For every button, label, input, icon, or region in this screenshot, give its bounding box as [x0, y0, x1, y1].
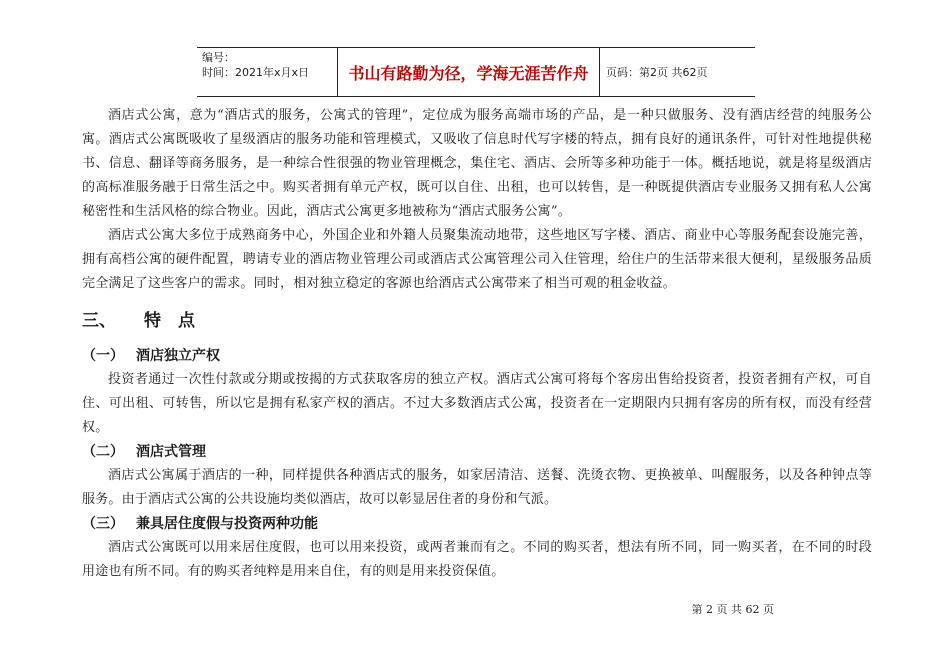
header-time-label: 时间：2021年x月x日 [202, 66, 310, 79]
subsection-paragraph-1: 投资者通过一次性付款或分期或按揭的方式获取客房的独立产权。酒店式公寓可将每个客房出售给投资者，投资者拥有产权，可自住、可出租、可转售，所以它是拥有私家产权的酒店。不过大多数酒店式公寓，投资者在一定期限内只拥有客房的所有权，而没有经营权。 [82, 372, 872, 435]
document-header [197, 47, 755, 97]
intro-paragraph-1: 酒店式公寓，意为“酒店式的服务，公寓式的管理”，定位成为服务高端市场的产品，是一种只做服务、没有酒店经营的纯服务公寓。酒店式公寓既吸收了星级酒店的服务功能和管理模式，又吸收了信息时代写字楼的特点，拥有良好的通讯条件，可针对性地提供秘书、信息、翻译等商务服务，是一种综合性很强的物业管理概念，集住宅、酒店、会所等多种功能于一体。概括地说，就是将星级酒店的高标准服务融于日常生活之中。购买者拥有单元产权，既可以自住、出租，也可以转售，是一种既提供酒店专业服务又拥有私人公寓秘密性和生活风格的综合物业。因此，酒店式公寓更多地被称为“酒店式服务公寓”。 [82, 108, 872, 219]
subsection-title: 兼具居住度假与投资两种功能 [136, 516, 318, 532]
subsection-title: 酒店独立产权 [136, 348, 220, 364]
subsection-number: （二） [82, 444, 124, 460]
intro-paragraph-2: 酒店式公寓大多位于成熟商务中心，外国企业和外籍人员聚集流动地带，这些地区写字楼、酒店、商业中心等服务配套设施完善，拥有高档公寓的硬件配置，聘请专业的酒店物业管理公司或酒店式公寓管理公司入住管理，给住户的生活带来很大便利，星级服务品质完全满足了这些客户的需求。同时，相对独立稳定的客源也给酒店式公寓带来了相当可观的租金收益。 [82, 228, 872, 291]
subsection-heading-1 [82, 344, 872, 368]
subsection-heading-2 [82, 440, 872, 464]
section-title: 特 点 [144, 311, 195, 331]
section-number: 三、 [82, 311, 116, 331]
subsection-number: （三） [82, 516, 124, 532]
header-number-label: 编号： [202, 51, 235, 64]
subsection-number: （一） [82, 348, 124, 364]
subsection-title: 酒店式管理 [136, 444, 206, 460]
document-body [82, 104, 872, 584]
subsection-heading-3 [82, 512, 872, 536]
header-page-code: 页码：第2页 共62页 [606, 66, 708, 79]
section-heading [82, 306, 872, 336]
page-footer: 第 2 页 共 62 页 [691, 603, 774, 616]
subsection-paragraph-3: 酒店式公寓既可以用来居住度假，也可以用来投资，或两者兼而有之。不同的购买者，想法有所不同，同一购买者，在不同的时段用途也有所不同。有的购买者纯粹是用来自住，有的则是用来投资保值。 [82, 540, 872, 579]
header-meta [197, 48, 338, 96]
header-motto: 书山有路勤为径，学海无涯苦作舟 [338, 48, 600, 96]
subsection-paragraph-2: 酒店式公寓属于酒店的一种，同样提供各种酒店式的服务，如家居清洁、送餐、洗烫衣物、更换被单、叫醒服务，以及各种钟点等服务。由于酒店式公寓的公共设施均类似酒店，故可以彰显居住者的身份和气派。 [82, 468, 872, 507]
